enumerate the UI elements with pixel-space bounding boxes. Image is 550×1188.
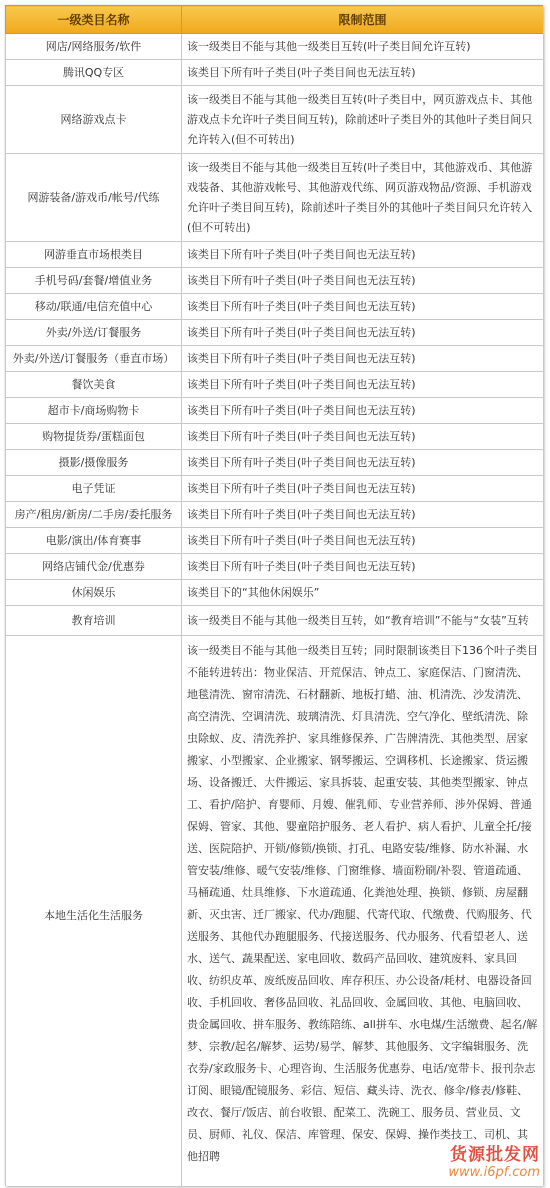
table-row [6,636,544,1187]
category-cell: 网游垂直市场根类目 [6,242,182,268]
header-category-name: 一级类目名称 [6,6,182,34]
category-cell: 外卖/外送/订餐服务 [6,320,182,346]
table-row [6,398,544,424]
table-frame [5,5,543,1186]
rule-cell: 该类目下所有叶子类目(叶子类目间也无法互转) [182,424,544,450]
table-row [6,242,544,268]
table-row [6,554,544,580]
rule-cell: 该类目下所有叶子类目(叶子类目间也无法互转) [182,346,544,372]
category-cell: 网络店铺代金/优惠券 [6,554,182,580]
table-row [6,450,544,476]
table-row [6,372,544,398]
category-cell: 外卖/外送/订餐服务（垂直市场） [6,346,182,372]
category-cell: 网店/网络服务/软件 [6,34,182,60]
category-cell: 休闲娱乐 [6,580,182,606]
category-restriction-table [5,5,543,1186]
rule-cell: 该类目下所有叶子类目(叶子类目间也无法互转) [182,554,544,580]
rule-cell: 该类目下所有叶子类目(叶子类目间也无法互转) [182,294,544,320]
table-row [6,294,544,320]
category-cell: 手机号码/套餐/增值业务 [6,268,182,294]
table-row [6,346,544,372]
category-cell: 腾讯QQ专区 [6,60,182,86]
category-cell: 房产/租房/新房/二手房/委托服务 [6,502,182,528]
rule-cell: 该类目下所有叶子类目(叶子类目间也无法互转) [182,398,544,424]
rule-cell: 该一级类目不能与其他一级类目互转，如“教育培训”不能与“女装”互转 [182,606,544,636]
table-row [6,424,544,450]
rule-cell: 该类目下所有叶子类目(叶子类目间也无法互转) [182,320,544,346]
category-cell: 移动/联通/电信充值中心 [6,294,182,320]
table-row [6,86,544,154]
category-cell: 网络游戏点卡 [6,86,182,154]
table-row [6,502,544,528]
table-row [6,476,544,502]
header-row [6,6,544,34]
watermark-url: www.i6pf.com [448,1165,540,1180]
rule-cell: 该一级类目不能与其他一级类目互转；同时限制该类目下136个叶子类目不能转进转出：物业保洁、开荒保洁、钟点工、家庭保洁、门窗清洗、地毯清洗、窗帘清洗、石材翻新、地板打蜡、油、机清洗、沙发清洗、高空清洗、空调清洗、玻璃清洗、灯具清洗、空气净化、壁纸清洗、除虫除蚁、皮、清洗养护、家具维修保养、广告牌清洗、其他类型、居家搬家、小型搬家、企业搬家、钢琴搬运、空调移机、长途搬家、货运搬场、设备搬迁、大件搬运、家具拆装、起重安装、其他类型搬家、钟点工、看护/陪护、育婴师、月嫂、催乳师、专业营养师、涉外保姆、普通保姆、管家、其他、婴童陪护服务、老人看护、病人看护、儿童全托/接送、医院陪护、开锁/修锁/换锁、打孔、电路安装/维修、防水补漏、水管安装/维修、暖气安装/维修、门窗维修、墙面粉刷/补裂、管道疏通、马桶疏通、灶具维修、下水道疏通、化粪池处理、换锁、修锁、房屋翻新、灭虫害、迁厂搬家、代办/跑腿、代寄代取、代缴费、代购服务、代送服务、其他代办跑腿服务、代接送服务、代办服务、代看望老人、送水、送气、蔬果配送、家电回收、数码产品回收、建筑废料、家具回收、纺织皮革、废纸废品回收、库存积压、办公设备/耗材、电器设备回收、手机回收、奢侈品回收、礼品回收、金属回收、其他、电脑回收、贵金属回收、拼车服务、教练陪练、all拼车、水电煤/生活缴费、起名/解梦、宗教/起名/解梦、运势/易学、解梦、其他服务、文字编辑服务、洗衣券/家政服务卡、心理咨询、生活服务优惠券、电话/宽带卡、报刊杂志订阅、眼镜/配镜服务、彩信、短信、藏头诗、洗衣、修伞/修表/修鞋、改衣、餐厅/饭店、前台收银、配菜工、洗碗工、服务员、营业员、文员、厨师、礼仪、保洁、库管理、保安、保姆、操作类技工、司机、其他招聘 [182,636,544,1187]
table-row [6,528,544,554]
category-cell: 网游装备/游戏币/帐号/代练 [6,154,182,242]
table-row [6,268,544,294]
rule-cell: 该类目下的“其他休闲娱乐” [182,580,544,606]
category-cell: 超市卡/商场购物卡 [6,398,182,424]
table-row [6,34,544,60]
table-row [6,606,544,636]
table-row [6,580,544,606]
rule-cell: 该一级类目不能与其他一级类目互转(叶子类目中，其他游戏币、其他游戏装备、其他游戏帐号、其他游戏代练、网页游戏物品/资源、手机游戏允许叶子类目间互转)，除前述叶子类目外的其他叶子类目间只允许转入(但不可转出) [182,154,544,242]
category-cell: 教育培训 [6,606,182,636]
rule-cell: 该类目下所有叶子类目(叶子类目间也无法互转) [182,372,544,398]
rule-cell: 该类目下所有叶子类目(叶子类目间也无法互转) [182,268,544,294]
watermark-site-name: 货源批发网 [450,1145,540,1165]
category-cell: 购物提货券/蛋糕面包 [6,424,182,450]
table-row [6,60,544,86]
rule-cell: 该类目下所有叶子类目(叶子类目间也无法互转) [182,476,544,502]
rule-cell: 该类目下所有叶子类目(叶子类目间也无法互转) [182,60,544,86]
category-cell: 摄影/摄像服务 [6,450,182,476]
category-cell: 电子凭证 [6,476,182,502]
table-row [6,154,544,242]
header-restriction-scope: 限制范围 [182,6,544,34]
rule-cell: 该类目下所有叶子类目(叶子类目间也无法互转) [182,502,544,528]
rule-cell: 该类目下所有叶子类目(叶子类目间也无法互转) [182,450,544,476]
rule-cell: 该一级类目不能与其他一级类目互转(叶子类目中，网页游戏点卡、其他游戏点卡允许叶子类目间互转)，除前述叶子类目外的其他叶子类目间只允许转入(但不可转出) [182,86,544,154]
table-row [6,320,544,346]
category-cell: 电影/演出/体育赛事 [6,528,182,554]
category-cell: 本地生活化生活服务 [6,636,182,1187]
category-cell: 餐饮美食 [6,372,182,398]
rule-cell: 该类目下所有叶子类目(叶子类目间也无法互转) [182,528,544,554]
rule-cell: 该类目下所有叶子类目(叶子类目间也无法互转) [182,242,544,268]
rule-cell: 该一级类目不能与其他一级类目互转(叶子类目间允许互转) [182,34,544,60]
